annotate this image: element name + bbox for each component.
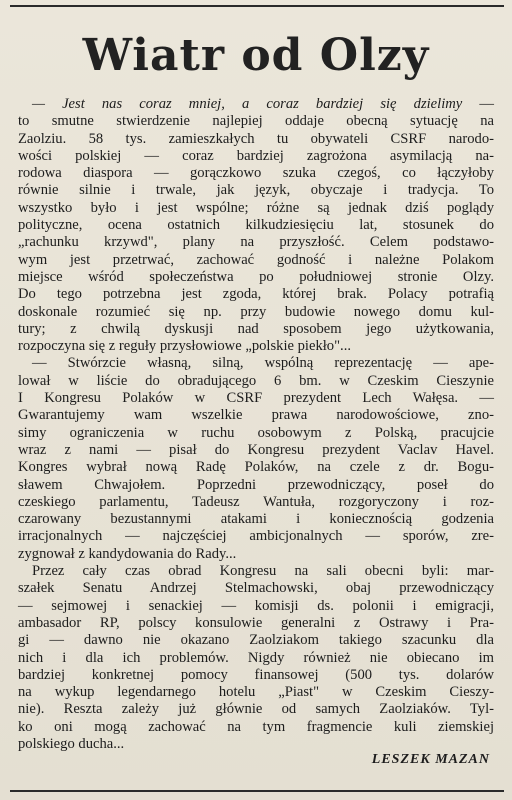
article-line: zygnował z kandydowania do Rady... (18, 545, 237, 562)
article-line: czeskiego parlamentu, Tadeusz Wantuła, rozgoryczony i roz- (18, 493, 494, 510)
article-headline: Wiatr od Olzy (82, 30, 430, 81)
article-line: Zaolziu. 58 tys. zamieszkałych tu obywateli CSRF narodo- (18, 130, 494, 147)
article-line: ambasador RP, polscy konsulowie generalni z Ostrawy i Pra- (18, 614, 494, 631)
article-line: — sejmowej i senackiej — komisji ds. polonii i emigracji, (18, 597, 494, 614)
article-line: sławem Chwajołem. Poprzedni przewodniczący, poseł do (18, 476, 494, 493)
article-line: nich i dla ich problemów. Nigdy również nie obiecano im (18, 649, 494, 666)
article-line: simy ograniczenia w ruchu osobowym z Polską, pracujcie (18, 424, 494, 441)
article-line: gi — dawno nie okazano Zaolziakom takiego szacunku dla (18, 632, 494, 649)
article-line: polskiego ducha... (18, 735, 125, 752)
article-line: Do tego potrzebna jest zgoda, której brak. Polacy potrafią (18, 286, 494, 303)
article-line: nie). Reszta zależy już głównie od samych Zaolziaków. Tyl- (18, 701, 494, 718)
article-line: rozpoczyna się z reguły przysłowiowe „polskie piekło"... (18, 338, 351, 355)
author-byline: LESZEK MAZAN (371, 752, 490, 767)
article-line: Przez cały czas obrad Kongresu na sali obecni byli: mar- (32, 563, 494, 580)
article-line: irracjonalnych — najczęściej ambicjonalnych — sporów, zre- (18, 528, 494, 545)
article-line: ko oni mogą zachować na tym fragmencie kuli ziemskiej (18, 718, 494, 735)
article-line: wraz z nami — pisał do Kongresu prezydent Vaclav Havel. (18, 441, 494, 458)
article-line: Kongres wybrał nową Radę Polaków, na czele z dr. Bogu- (18, 459, 494, 476)
lead-quote: — Jest nas coraz mniej, a coraz bardziej się dzielimy (32, 96, 463, 112)
lead-quote-dash: — (462, 96, 494, 112)
article-line: — Stwórzcie własną, silną, wspólną reprezentację — ape- (32, 355, 494, 372)
article-line: czarowany bezustannymi atakami i koniecznością godzenia (18, 511, 494, 528)
article-line: na wykup legendarnego hotelu „Piast" w Czeskim Cieszy- (18, 684, 494, 701)
article-line: równie silnie i trwale, jak język, obyczaje i tradycja. To (18, 182, 494, 199)
article-line: bardziej konkretnej pomocy finansowej (500 tys. dolarów (18, 666, 494, 683)
article-line: Gwarantujemy wam wszelkie prawa narodowościowe, zno- (18, 407, 494, 424)
article-line: „rachunku krzywd", plany na przyszłość. Celem podstawo- (18, 234, 494, 251)
article-line: wym jest przetrwać, zachować godność i należne Polakom (18, 251, 494, 268)
article-line: doskonale rozumieć się np. przy budowie nowego domu kul- (18, 303, 494, 320)
article-line: wości polskiej — coraz bardziej zagrożona asymilacją na- (18, 147, 494, 164)
top-rule (10, 5, 504, 7)
article-line: rodowa diaspora — gorączkowo szuka czegoś, co łączyłoby (18, 165, 494, 182)
bottom-rule (10, 790, 504, 792)
article-line: I Kongresu Polaków w CSRF prezydent Lech Wałęsa. — (18, 390, 494, 407)
article-line: miejsce wśród społeczeństwa po południowej stronie Olzy. (18, 268, 494, 285)
article-line: szałek Senatu Andrzej Stelmachowski, obaj przewodniczący (18, 580, 494, 597)
article-body (18, 96, 494, 753)
article-line-1 (18, 96, 494, 113)
article-line: polityczne, ocena ostatnich kilkudziesięciu lat, stosunek do (18, 217, 494, 234)
article-line: tury; z chwilą dyskusji nad sposobem jego użytkowania, (18, 320, 494, 337)
article-line: lował w liście do obradującego 6 bm. w Czeskim Cieszynie (18, 372, 494, 389)
article-line: to smutne stwierdzenie najlepiej oddaje obecną sytuację na (18, 113, 494, 130)
article-line: wszystko było i jest wspólne; różne są jednak dziś poglądy (18, 199, 494, 216)
